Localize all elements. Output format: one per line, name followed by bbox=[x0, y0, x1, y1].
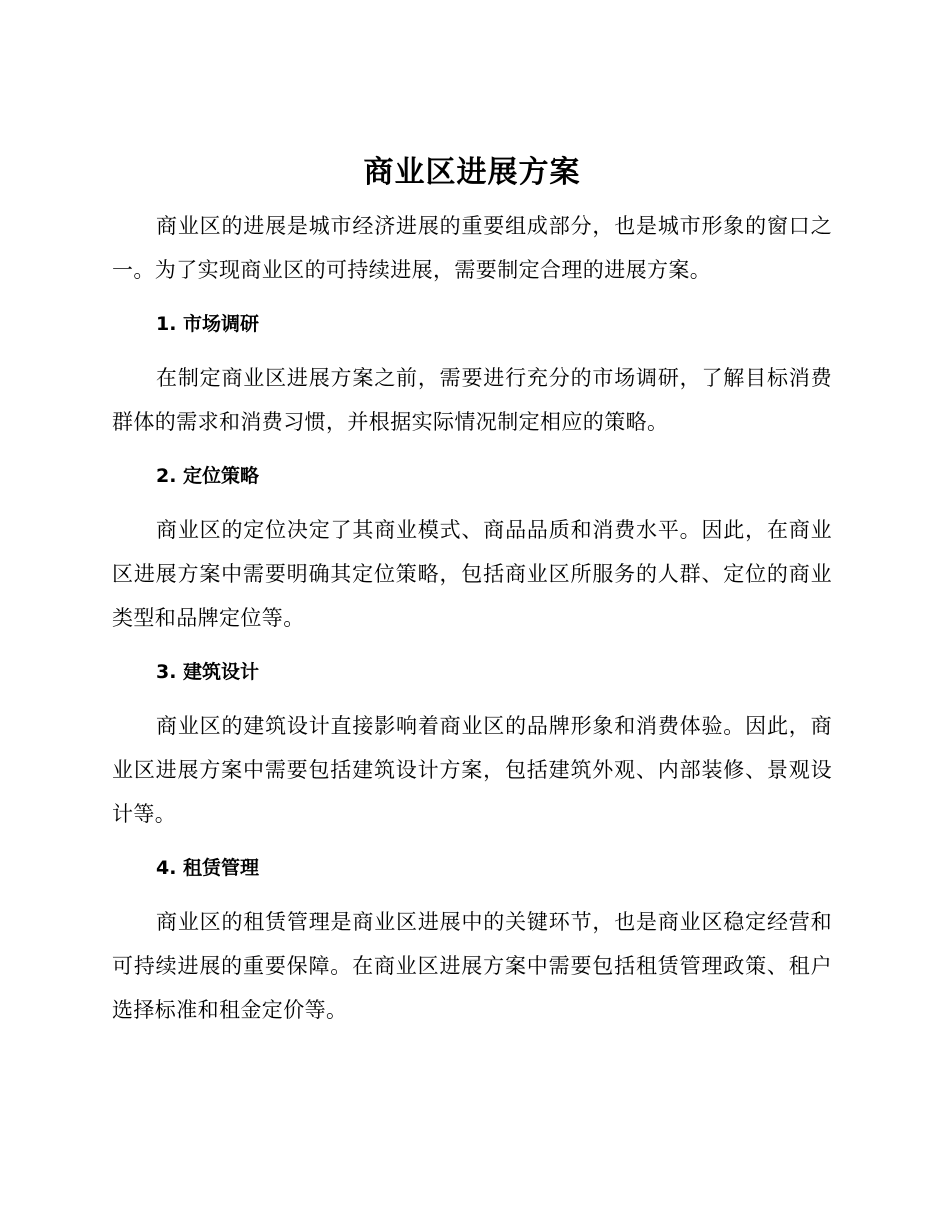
document-title: 商业区进展方案 bbox=[363, 155, 581, 190]
section-heading-market-research: 1. 市场调研 bbox=[156, 313, 260, 335]
section-heading-leasing: 4. 租赁管理 bbox=[156, 857, 260, 879]
section-body-leasing: 商业区的租赁管理是商业区进展中的关键环节，也是商业区稳定经营和可持续进展的重要保障。在商业区进展方案中需要包括租赁管理政策、租户选择标准和租金定价等。 bbox=[112, 910, 832, 1022]
section-body-architecture: 商业区的建筑设计直接影响着商业区的品牌形象和消费体验。因此，商业区进展方案中需要包括建筑设计方案，包括建筑外观、内部装修、景观设计等。 bbox=[112, 714, 832, 826]
section-heading-architecture: 3. 建筑设计 bbox=[156, 661, 260, 683]
section-body-market-research: 在制定商业区进展方案之前，需要进行充分的市场调研，了解目标消费群体的需求和消费习惯，并根据实际情况制定相应的策略。 bbox=[112, 366, 832, 434]
section-heading-positioning: 2. 定位策略 bbox=[156, 465, 260, 487]
intro-paragraph: 商业区的进展是城市经济进展的重要组成部分，也是城市形象的窗口之一。为了实现商业区的可持续进展，需要制定合理的进展方案。 bbox=[112, 214, 832, 282]
section-body-positioning: 商业区的定位决定了其商业模式、商品品质和消费水平。因此，在商业区进展方案中需要明确其定位策略，包括商业区所服务的人群、定位的商业类型和品牌定位等。 bbox=[112, 518, 832, 630]
